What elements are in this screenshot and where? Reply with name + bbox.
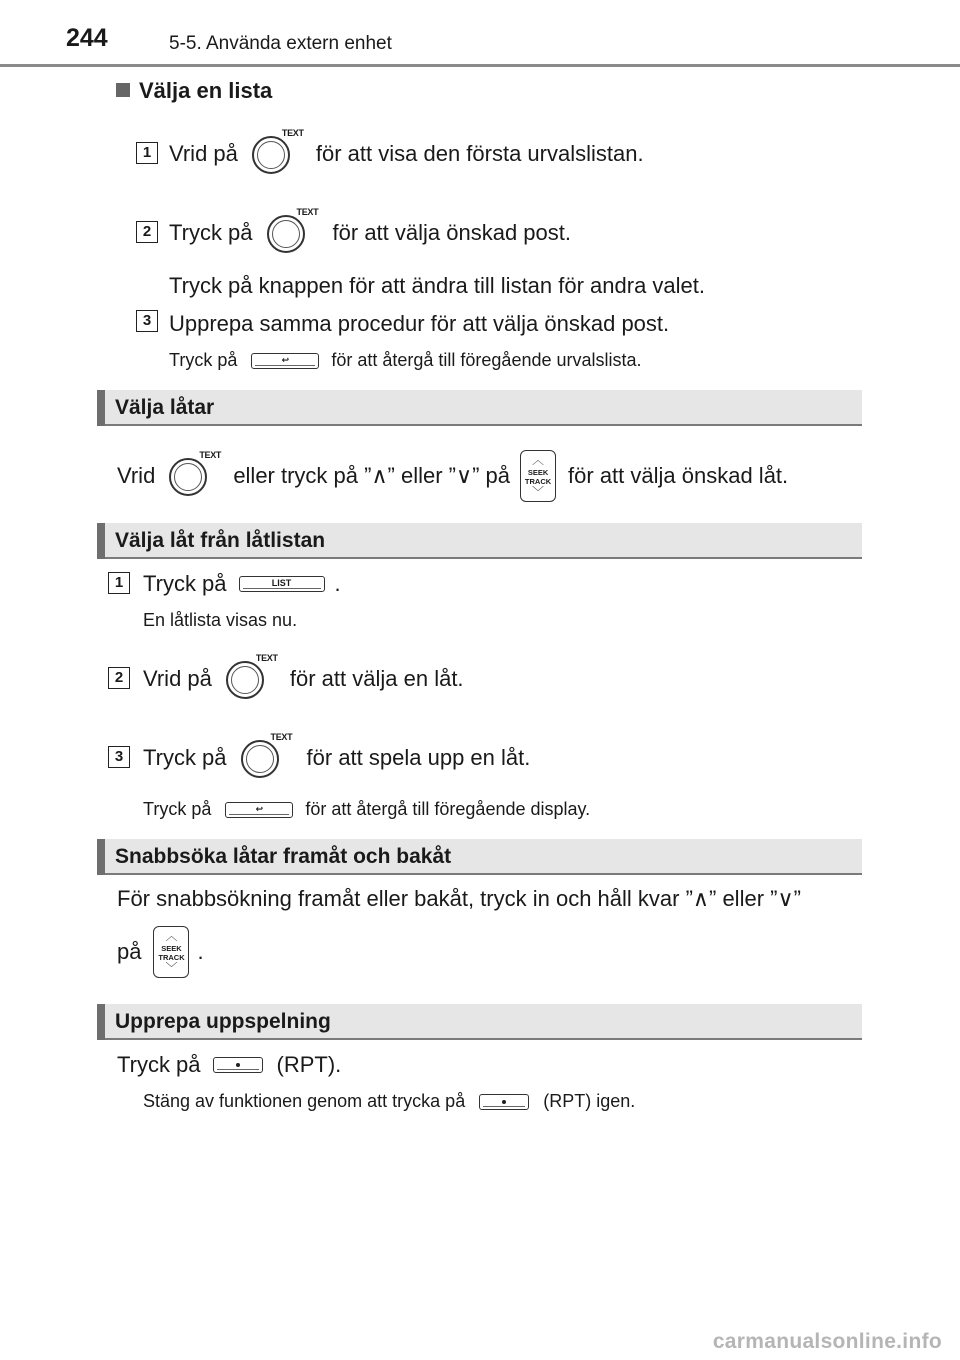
step-line: Tryck på TEXT för att välja önskad post. bbox=[169, 209, 571, 257]
subheading-select-list: Välja en lista bbox=[116, 78, 272, 104]
step-number: 2 bbox=[136, 221, 158, 243]
tune-knob-icon: TEXT bbox=[224, 655, 280, 703]
header-rule bbox=[0, 64, 960, 67]
back-button-icon: ↩ bbox=[225, 802, 293, 818]
step-line: Tryck på TEXT för att spela upp en låt. bbox=[143, 734, 530, 782]
page-number: 244 bbox=[66, 24, 108, 52]
square-bullet-icon bbox=[116, 83, 130, 97]
step-number: 3 bbox=[136, 310, 158, 332]
fast-search-line2: på ︿ SEEK TRACK ﹀ . bbox=[117, 926, 204, 978]
note-line: Tryck på ↩ för att återgå till föregående urvalslista. bbox=[169, 350, 642, 370]
step-number: 1 bbox=[136, 142, 158, 164]
step-line: Vrid på TEXT för att visa den första urvalslistan. bbox=[169, 130, 644, 178]
step-line: Tryck på LIST . bbox=[143, 571, 341, 596]
step-number: 1 bbox=[108, 572, 130, 594]
step-number: 2 bbox=[108, 667, 130, 689]
rpt-button-icon bbox=[479, 1094, 529, 1110]
section-band-fast-search: Snabbsöka låtar framåt och bakåt bbox=[97, 839, 862, 875]
section-title: 5-5. Använda extern enhet bbox=[169, 33, 392, 54]
tune-knob-icon: TEXT bbox=[250, 130, 306, 178]
step3-line1: Tryck på knappen för att ändra till listan för andra valet. bbox=[169, 273, 706, 298]
seek-track-button-icon: ︿ SEEK TRACK ﹀ bbox=[520, 450, 556, 502]
section-band-songs: Välja låtar bbox=[97, 390, 862, 426]
watermark: carmanualsonline.info bbox=[712, 1330, 942, 1353]
back-button-icon: ↩ bbox=[251, 353, 319, 369]
step3-line2: Upprepa samma procedur för att välja önskad post. bbox=[169, 311, 670, 336]
step-number: 3 bbox=[108, 746, 130, 768]
list-button-icon: LIST bbox=[239, 576, 325, 592]
tune-knob-icon: TEXT bbox=[167, 452, 223, 500]
repeat-line: Tryck på (RPT). bbox=[117, 1052, 342, 1077]
seek-track-button-icon: ︿ SEEK TRACK ﹀ bbox=[153, 926, 189, 978]
songs-line: Vrid TEXT eller tryck på ”∧” eller ”∨” på ︿ SEEK TRACK ﹀ för att välja önskad låt. bbox=[117, 450, 788, 502]
repeat-note: Stäng av funktionen genom att trycka på (RPT) igen. bbox=[143, 1091, 636, 1111]
rpt-button-icon bbox=[213, 1057, 263, 1073]
note-line: Tryck på ↩ för att återgå till föregående display. bbox=[143, 799, 591, 819]
step-note: En låtlista visas nu. bbox=[143, 610, 298, 630]
fast-search-line1: För snabbsökning framåt eller bakåt, tryck in och håll kvar ”∧” eller ”∨” bbox=[117, 886, 801, 911]
section-band-repeat: Upprepa uppspelning bbox=[97, 1004, 862, 1040]
section-band-song-list: Välja låt från låtlistan bbox=[97, 523, 862, 559]
tune-knob-icon: TEXT bbox=[265, 209, 321, 257]
tune-knob-icon: TEXT bbox=[239, 734, 295, 782]
step-line: Vrid på TEXT för att välja en låt. bbox=[143, 655, 464, 703]
